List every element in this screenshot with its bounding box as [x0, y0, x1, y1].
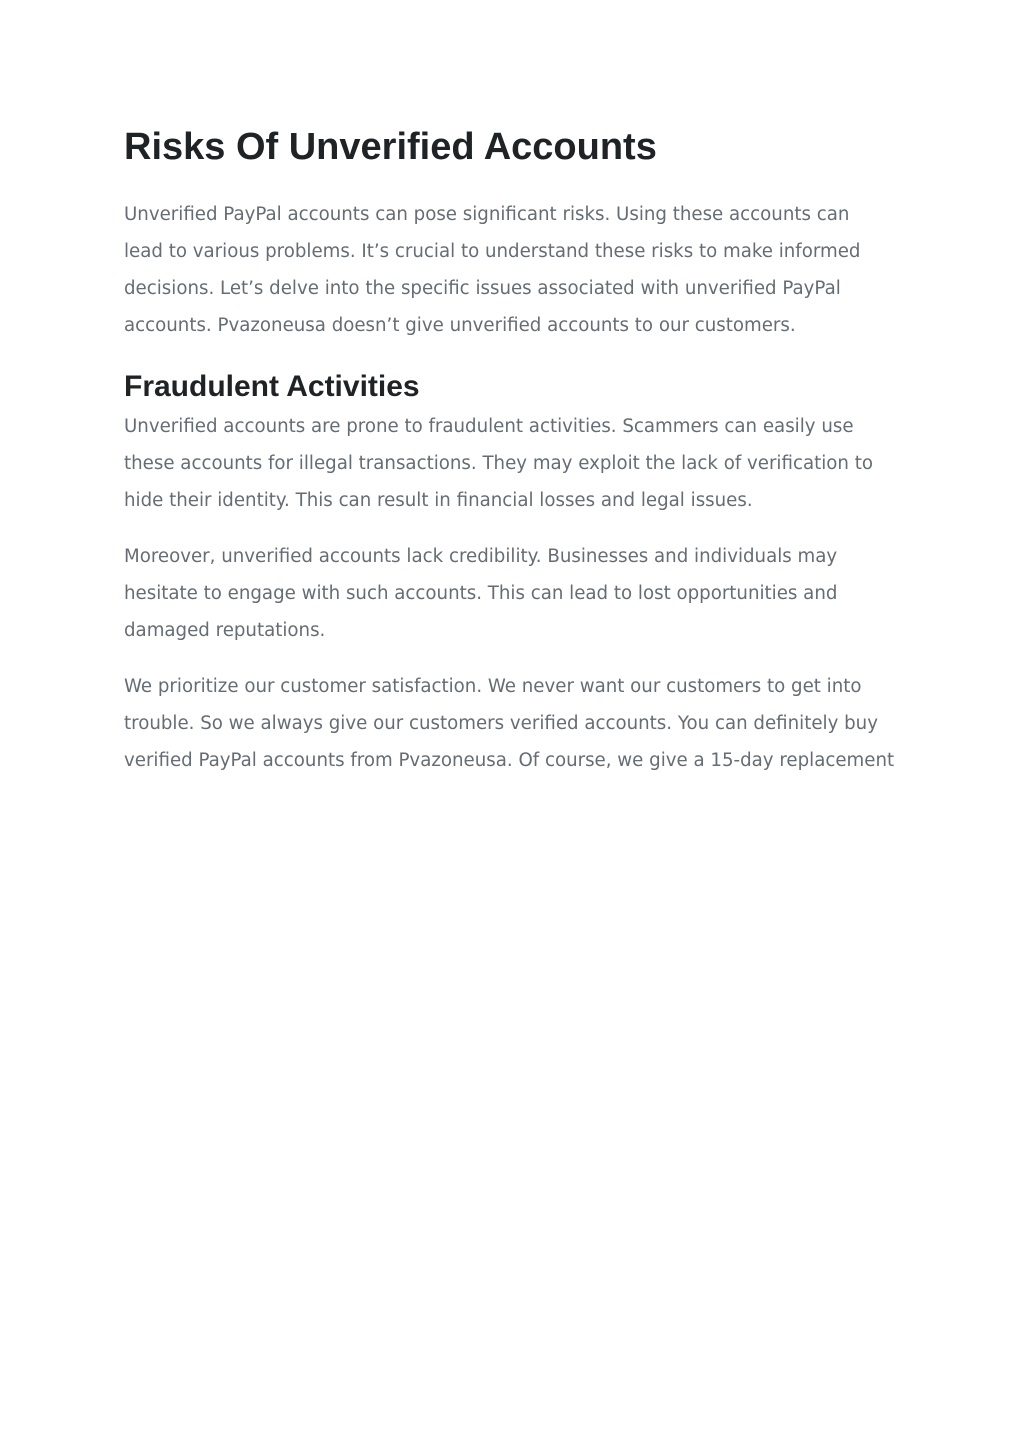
paragraph-line: damaged reputations. — [124, 620, 326, 641]
fraud-paragraph — [124, 408, 873, 519]
page-title: Risks Of Unverified Accounts — [124, 126, 657, 168]
paragraph-line: verified PayPal accounts from Pvazoneusa. Of course, we give a 15-day replacement — [124, 750, 895, 771]
paragraph-line: hesitate to engage with such accounts. This can lead to lost opportunities and — [124, 583, 838, 604]
paragraph-line: trouble. So we always give our customers verified accounts. You can definitely buy — [124, 713, 878, 734]
paragraph-line: lead to various problems. It’s crucial to understand these risks to make informed — [124, 241, 861, 262]
paragraph-line: hide their identity. This can result in financial losses and legal issues. — [124, 490, 753, 511]
paragraph-line: decisions. Let’s delve into the specific issues associated with unverified PayPal — [124, 278, 841, 299]
intro-paragraph — [124, 196, 860, 344]
paragraph-line: Unverified PayPal accounts can pose significant risks. Using these accounts can — [124, 204, 850, 225]
paragraph-line: accounts. Pvazoneusa doesn’t give unverified accounts to our customers. — [124, 315, 796, 336]
paragraph-line: Unverified accounts are prone to fraudulent activities. Scammers can easily use — [124, 416, 854, 437]
section-heading: Fraudulent Activities — [124, 370, 420, 403]
paragraph-line: Moreover, unverified accounts lack credibility. Businesses and individuals may — [124, 546, 838, 567]
credibility-paragraph — [124, 538, 837, 649]
paragraph-line: We prioritize our customer satisfaction. We never want our customers to get into — [124, 676, 862, 697]
paragraph-line: these accounts for illegal transactions. They may exploit the lack of verification to — [124, 453, 873, 474]
satisfaction-paragraph — [124, 668, 894, 779]
